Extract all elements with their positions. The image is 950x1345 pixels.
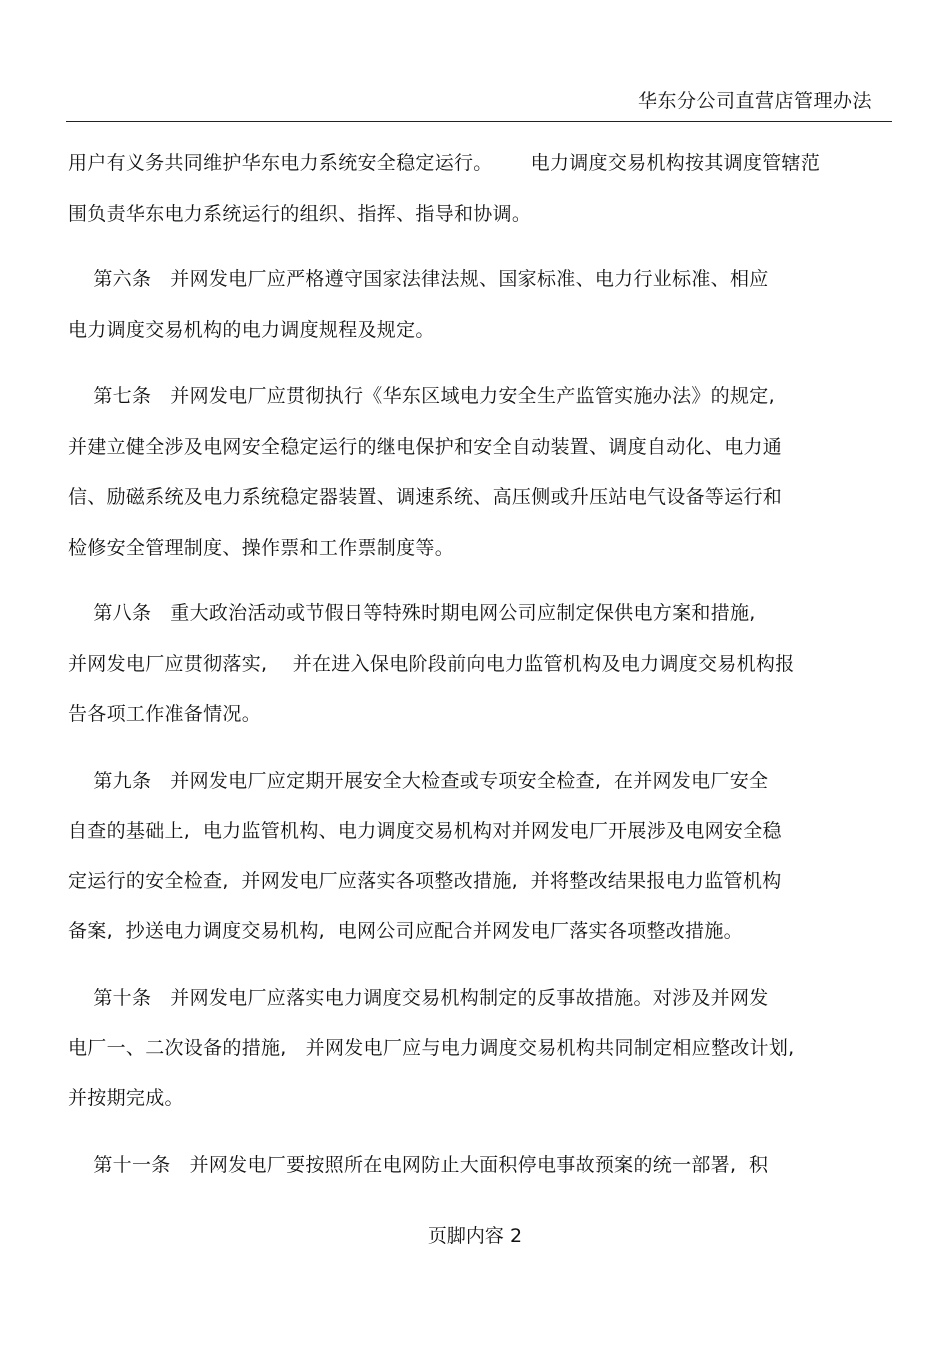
body-line: 备案, 抄送电力调度交易机构, 电网公司应配合并网发电厂落实各项整改措施。	[68, 920, 743, 942]
body-line: 定运行的安全检查, 并网发电厂应落实各项整改措施, 并将整改结果报电力监管机构	[68, 870, 782, 892]
article-6-line: 第六条 并网发电厂应严格遵守国家法律法规、国家标准、电力行业标准、相应	[68, 268, 769, 290]
body-line: 并按期完成。	[68, 1087, 184, 1109]
body-line: 并建立健全涉及电网安全稳定运行的继电保护和安全自动装置、调度自动化、电力通	[68, 436, 783, 458]
article-11-line: 第十一条 并网发电厂要按照所在电网防止大面积停电事故预案的统一部署, 积	[68, 1154, 769, 1176]
page-footer: 页脚内容 2	[427, 1225, 523, 1247]
body-line: 电厂一、二次设备的措施, 并网发电厂应与电力调度交易机构共同制定相应整改计划,	[68, 1037, 795, 1059]
body-line: 检修安全管理制度、操作票和工作票制度等。	[68, 537, 455, 559]
article-10-line: 第十条 并网发电厂应落实电力调度交易机构制定的反事故措施。对涉及并网发	[68, 987, 769, 1009]
body-line: 用户有义务共同维护华东电力系统安全稳定运行。 电力调度交易机构按其调度管辖范	[68, 152, 821, 174]
article-8-line: 第八条 重大政治活动或节假日等特殊时期电网公司应制定保供电方案和措施,	[68, 602, 756, 624]
body-line: 自查的基础上, 电力监管机构、电力调度交易机构对并网发电厂开展涉及电网安全稳	[68, 820, 782, 842]
body-line: 并网发电厂应贯彻落实, 并在进入保电阶段前向电力监管机构及电力调度交易机构报	[68, 653, 795, 675]
body-line: 围负责华东电力系统运行的组织、指挥、指导和协调。	[68, 203, 532, 225]
article-9-line: 第九条 并网发电厂应定期开展安全大检查或专项安全检查, 在并网发电厂安全	[68, 770, 769, 792]
article-7-line: 第七条 并网发电厂应贯彻执行《华东区域电力安全生产监管实施办法》的规定,	[68, 385, 775, 407]
body-line: 电力调度交易机构的电力调度规程及规定。	[68, 319, 435, 341]
body-line: 告各项工作准备情况。	[68, 703, 262, 725]
header-divider	[66, 121, 892, 122]
page-header-title: 华东分公司直营店管理办法	[637, 90, 872, 112]
body-line: 信、励磁系统及电力系统稳定器装置、调速系统、高压侧或升压站电气设备等运行和	[68, 486, 783, 508]
